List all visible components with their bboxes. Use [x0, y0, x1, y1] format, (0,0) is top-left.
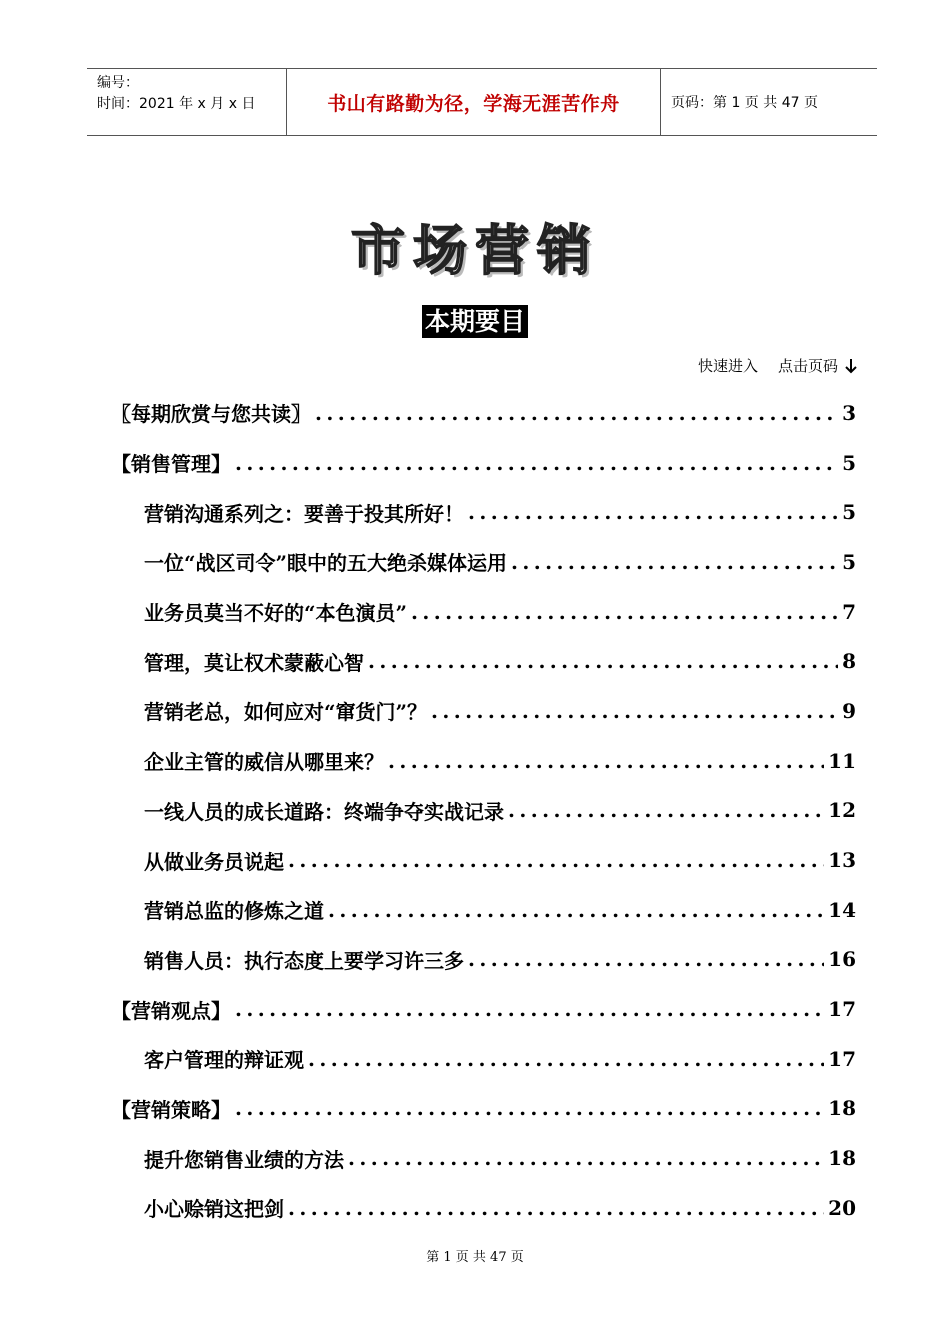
toc-entry-page-link[interactable]: 18 [828, 1146, 856, 1171]
toc-leader-dots [348, 1146, 824, 1170]
table-of-contents [111, 388, 856, 1233]
toc-entry[interactable] [111, 984, 856, 1034]
toc-entry-page-link[interactable]: 5 [842, 450, 856, 475]
toc-entry[interactable] [111, 686, 856, 736]
page-header [87, 68, 877, 136]
toc-entry[interactable] [111, 1183, 856, 1233]
toc-leader-dots [288, 1196, 824, 1220]
toc-entry-title: 管理，莫让权术蒙蔽心智 [144, 650, 364, 675]
toc-entry-title: 【营销策略】 [111, 1097, 231, 1122]
toc-entry-page-link[interactable]: 11 [828, 748, 856, 773]
toc-entry-page-link[interactable]: 18 [828, 1096, 856, 1121]
toc-entry-title: 营销沟通系列之：要善于投其所好！ [144, 501, 464, 526]
toc-entry-page-link[interactable]: 20 [828, 1195, 856, 1220]
toc-entry-title: 【销售管理】 [111, 452, 231, 477]
toc-entry[interactable] [111, 885, 856, 935]
toc-entry-title: 一线人员的成长道路：终端争夺实战记录 [144, 799, 504, 824]
header-date: 时间：2021 年 x 月 x 日 [97, 96, 256, 112]
quick-enter-label: 快速进入 [697, 357, 758, 375]
toc-leader-dots [328, 898, 824, 922]
toc-entry-page-link[interactable]: 8 [842, 649, 856, 674]
toc-entry-page-link[interactable]: 12 [828, 798, 856, 823]
page-footer: 第 1 页 共 47 页 [426, 1250, 524, 1265]
quick-nav [698, 355, 858, 376]
toc-entry[interactable] [111, 935, 856, 985]
toc-entry[interactable] [111, 1133, 856, 1183]
toc-leader-dots [235, 451, 838, 475]
arrow-down-icon [844, 358, 858, 374]
toc-entry-page-link[interactable]: 9 [842, 698, 856, 723]
toc-entry[interactable] [111, 636, 856, 686]
issue-title-wrap [0, 305, 950, 338]
toc-leader-dots [308, 1047, 824, 1071]
toc-entry-title: 企业主管的威信从哪里来？ [144, 750, 384, 775]
toc-entry[interactable] [111, 487, 856, 537]
toc-entry[interactable] [111, 786, 856, 836]
toc-entry[interactable] [111, 537, 856, 587]
toc-entry[interactable] [111, 388, 856, 438]
toc-entry[interactable] [111, 736, 856, 786]
toc-leader-dots [468, 500, 838, 524]
toc-entry-title: 提升您销售业绩的方法 [144, 1147, 344, 1172]
toc-entry[interactable] [111, 1084, 856, 1134]
toc-leader-dots [235, 997, 824, 1021]
click-page-label: 点击页码 [777, 357, 838, 375]
toc-entry-title: 小心赊销这把剑 [144, 1197, 284, 1222]
toc-entry-title: 业务员莫当不好的“本色演员” [144, 601, 408, 626]
toc-entry[interactable] [111, 1034, 856, 1084]
toc-entry[interactable] [111, 438, 856, 488]
toc-leader-dots [411, 600, 838, 624]
toc-leader-dots [288, 848, 824, 872]
toc-entry-page-link[interactable]: 16 [828, 947, 856, 972]
toc-entry-page-link[interactable]: 17 [828, 1046, 856, 1071]
toc-entry-title: 营销总监的修炼之道 [144, 899, 324, 924]
toc-entry-title: 从做业务员说起 [144, 849, 284, 874]
toc-leader-dots [368, 649, 838, 673]
toc-entry-title: 一位“战区司令”眼中的五大绝杀媒体运用 [144, 551, 508, 576]
issue-title: 本期要目 [422, 305, 528, 338]
toc-entry[interactable] [111, 835, 856, 885]
header-page-label: 页码：第 1 页 共 47 页 [671, 95, 818, 111]
toc-leader-dots [388, 749, 824, 773]
main-title: 市场营销 [351, 218, 599, 282]
toc-leader-dots [508, 798, 824, 822]
toc-entry-page-link[interactable]: 3 [842, 400, 856, 425]
header-motto: 书山有路勤为径，学海无涯苦作舟 [287, 69, 661, 135]
toc-entry-page-link[interactable]: 5 [842, 549, 856, 574]
toc-entry-page-link[interactable]: 5 [842, 500, 856, 525]
toc-entry-title: 【营销观点】 [111, 998, 231, 1023]
toc-entry-title: 〖每期欣赏与您共读〗 [111, 402, 311, 427]
toc-entry-page-link[interactable]: 13 [828, 848, 856, 873]
header-number: 编号： [97, 75, 139, 91]
toc-leader-dots [511, 550, 838, 574]
toc-leader-dots [315, 401, 838, 425]
toc-entry-page-link[interactable]: 7 [842, 599, 856, 624]
toc-entry-page-link[interactable]: 14 [828, 897, 856, 922]
toc-leader-dots [235, 1096, 824, 1120]
header-meta [87, 69, 287, 135]
toc-entry-title: 营销老总，如何应对“窜货门”？ [144, 700, 428, 725]
toc-entry-title: 客户管理的辩证观 [144, 1048, 304, 1073]
toc-entry-title: 销售人员：执行态度上要学习许三多 [144, 948, 464, 973]
toc-entry-page-link[interactable]: 17 [828, 997, 856, 1022]
toc-leader-dots [431, 699, 838, 723]
toc-leader-dots [468, 947, 824, 971]
toc-entry[interactable] [111, 587, 856, 637]
